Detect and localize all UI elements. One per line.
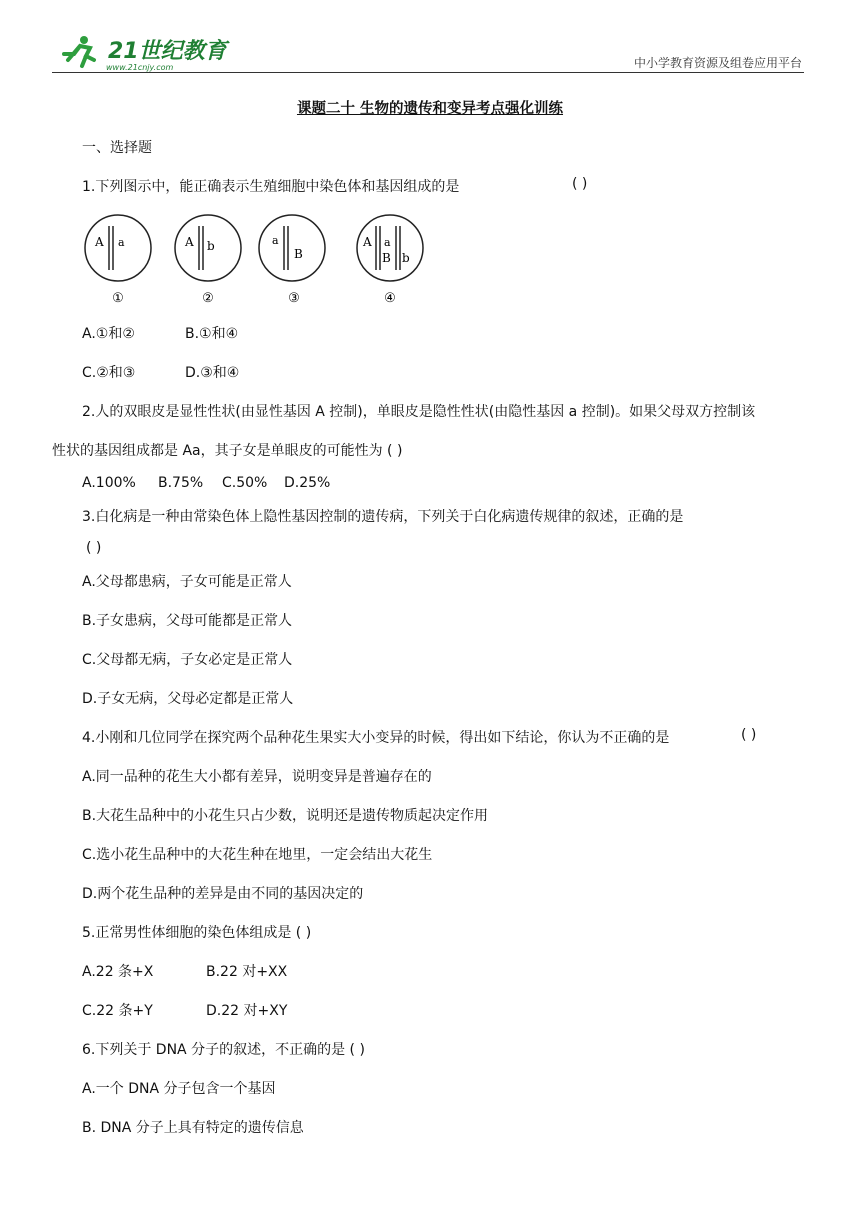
- q3-option-b[interactable]: B.子女患病，父母可能都是正常人: [82, 613, 293, 629]
- svg-text:www.21cnjy.com: www.21cnjy.com: [106, 63, 174, 72]
- cell-3: [259, 215, 325, 306]
- question-5-stem: 5.正常男性体细胞的染色体组成是 ( ): [82, 925, 312, 941]
- svg-text:b: b: [207, 239, 215, 253]
- svg-text:B: B: [294, 247, 303, 261]
- q4-option-a[interactable]: A.同一品种的花生大小都有差异，说明变异是普遍存在的: [82, 769, 432, 785]
- header-divider: [52, 72, 804, 73]
- cell-1: [85, 215, 151, 306]
- q3-option-a[interactable]: A.父母都患病，子女可能是正常人: [82, 574, 292, 590]
- svg-text:A: A: [95, 235, 104, 249]
- svg-text:a: a: [272, 234, 279, 247]
- runner-icon: [64, 36, 94, 66]
- svg-text:④: ④: [384, 291, 396, 306]
- question-2-stem-line1: 2.人的双眼皮是显性性状(由显性基因 A 控制)，单眼皮是隐性性状(由隐性基因 a 控制)。如果父母双方控制该: [82, 404, 756, 420]
- question-3-paren: ( ): [86, 540, 102, 556]
- q6-option-a[interactable]: A.一个 DNA 分子包含一个基因: [82, 1081, 276, 1097]
- q3-option-c[interactable]: C.父母都无病，子女必定是正常人: [82, 652, 293, 668]
- q4-option-d[interactable]: D.两个花生品种的差异是由不同的基因决定的: [82, 886, 364, 902]
- page-title: 课题二十 生物的遗传和变异考点强化训练: [296, 101, 564, 117]
- q5-option-b[interactable]: B.22 对+XX: [206, 964, 288, 980]
- chromosome-diagram: [80, 210, 440, 310]
- q6-option-b[interactable]: B. DNA 分子上具有特定的遗传信息: [82, 1120, 304, 1136]
- cell-2: [175, 215, 241, 306]
- q5-option-a[interactable]: A.22 条+X: [82, 964, 154, 980]
- q5-option-c[interactable]: C.22 条+Y: [82, 1003, 153, 1019]
- q2-option-d[interactable]: D.25%: [284, 475, 331, 491]
- svg-text:①: ①: [112, 291, 124, 306]
- svg-text:B: B: [382, 251, 391, 265]
- q2-option-b[interactable]: B.75%: [158, 475, 204, 491]
- svg-text:A: A: [363, 235, 372, 249]
- svg-text:②: ②: [202, 291, 214, 306]
- q1-option-d[interactable]: D.③和④: [185, 365, 240, 381]
- q1-option-b[interactable]: B.①和④: [185, 326, 239, 342]
- platform-name: 中小学教育资源及组卷应用平台: [633, 56, 802, 70]
- svg-text:21世纪教育: 21世纪教育: [108, 39, 227, 64]
- question-3-stem: 3.白化病是一种由常染色体上隐性基因控制的遗传病，下列关于白化病遗传规律的叙述，正确的是: [82, 509, 684, 525]
- q5-option-d[interactable]: D.22 对+XY: [206, 1003, 288, 1019]
- q2-option-a[interactable]: A.100%: [82, 475, 136, 491]
- svg-text:a: a: [384, 236, 391, 249]
- svg-text:a: a: [118, 236, 125, 249]
- q1-option-a[interactable]: A.①和②: [82, 326, 135, 342]
- question-1-stem: 1.下列图示中，能正确表示生殖细胞中染色体和基因组成的是: [82, 179, 460, 195]
- svg-text:A: A: [185, 235, 194, 249]
- q1-option-c[interactable]: C.②和③: [82, 365, 136, 381]
- q2-option-c[interactable]: C.50%: [222, 475, 268, 491]
- q4-option-c[interactable]: C.选小花生品种中的大花生种在地里，一定会结出大花生: [82, 847, 433, 863]
- q3-option-d[interactable]: D.子女无病，父母必定都是正常人: [82, 691, 294, 707]
- question-2-stem-line2: 性状的基因组成都是 Aa，其子女是单眼皮的可能性为 ( ): [52, 443, 403, 459]
- site-logo: [60, 30, 230, 74]
- question-4-paren: ( ): [741, 727, 757, 743]
- cell-4: [357, 215, 423, 306]
- question-4-stem: 4.小刚和几位同学在探究两个品种花生果实大小变异的时候，得出如下结论，你认为不正确的是: [82, 730, 670, 746]
- svg-text:b: b: [402, 251, 410, 265]
- question-1-paren: ( ): [572, 176, 588, 192]
- question-6-stem: 6.下列关于 DNA 分子的叙述，不正确的是 ( ): [82, 1042, 365, 1058]
- section-heading: 一、选择题: [82, 140, 152, 156]
- svg-text:③: ③: [288, 291, 300, 306]
- q4-option-b[interactable]: B.大花生品种中的小花生只占少数，说明还是遗传物质起决定作用: [82, 808, 489, 824]
